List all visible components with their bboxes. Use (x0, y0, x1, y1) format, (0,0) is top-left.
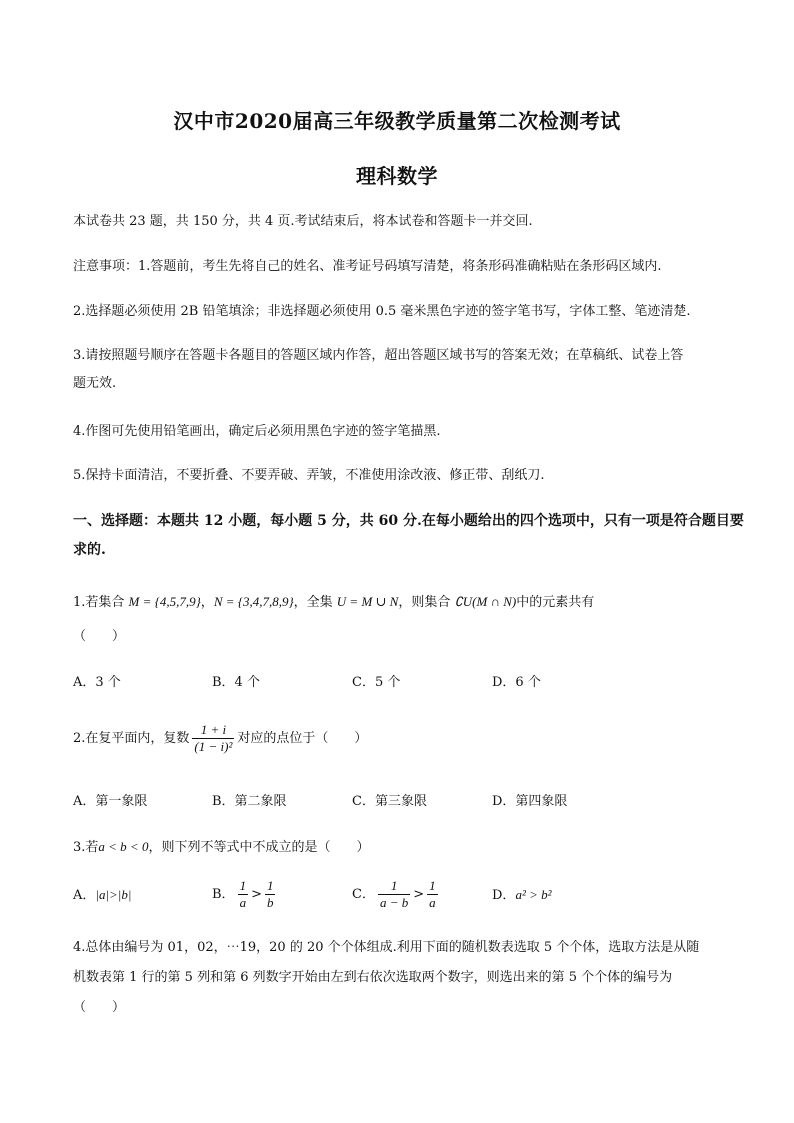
q3-b-frac-1 (238, 878, 249, 911)
q3-suffix: ，则下列不等式中不成立的是（ ） (148, 840, 370, 855)
q3-c-den-1: a − b (379, 895, 409, 910)
q3-c-frac-1 (378, 878, 410, 911)
q2-fraction (192, 722, 234, 755)
q3-option-d-expr: a² > b² (515, 887, 552, 902)
q1-option-d: D．6 个 (492, 675, 541, 690)
q3-b-gt: > (251, 887, 262, 902)
q3-condition: a < b < 0 (98, 839, 149, 854)
intro-line: 本试卷共 23 题，共 150 分，共 4 页.考试结束后，将本试卷和答题卡一并交回. (73, 214, 533, 229)
q3-c-gt: > (413, 887, 425, 902)
q2-option-b: B．第二象限 (212, 794, 287, 809)
q1-set-n: N = {3,4,7,8,9} (213, 594, 294, 609)
q1-set-m: M = {4,5,7,9} (128, 594, 201, 609)
q2-frac-den: (1 − i)² (194, 739, 233, 754)
q3-b-num-1: 1 (239, 878, 247, 893)
q3-b-frac-2 (265, 878, 276, 911)
q1-prefix: 1.若集合 (73, 595, 129, 610)
q3-c-frac-2 (427, 878, 438, 911)
q3-b-den-2: b (266, 895, 274, 910)
notice-1: 注意事项：1.答题前，考生先将自己的姓名、准考证号码填写清楚，将条形码准确粘贴在条形码区域内. (73, 259, 662, 274)
q3-option-c (352, 875, 441, 915)
notice-4: 4.作图可先使用铅笔画出，确定后必须用黑色字迹的签字笔描黑. (73, 424, 441, 439)
q3-prefix: 3.若 (73, 840, 99, 855)
notice-3b: 题无效. (73, 376, 117, 391)
q1-set-u: U = M ∪ N (336, 594, 399, 609)
q3-c-num-1: 1 (390, 878, 398, 893)
q1-paren: （ ） (73, 629, 126, 644)
q3-option-b (212, 875, 278, 915)
q1-sep: ， (200, 595, 214, 610)
exam-title: 汉中市2020届高三年级教学质量第二次检测考试 (173, 109, 621, 133)
q3-b-den-1: a (239, 895, 247, 910)
question-4-line-3: （ ） (73, 1000, 126, 1015)
q2-option-a: A．第一象限 (73, 794, 148, 809)
q1-mid2: ，则集合 (398, 595, 455, 610)
q1-option-b: B．4 个 (212, 675, 260, 690)
section-heading-a: 一、选择题：本题共 12 小题，每小题 5 分，共 60 分.在每小题给出的四个选项中，只有一项是符合题目要 (73, 513, 744, 529)
q3-option-a-label: A． (73, 888, 96, 903)
question-1-stem (73, 592, 723, 613)
q3-b-num-2: 1 (266, 878, 274, 893)
q3-option-d (492, 875, 552, 916)
question-3-stem (73, 837, 723, 858)
q2-frac-num: 1 + i (200, 722, 227, 737)
q2-option-d: D．第四象限 (492, 794, 568, 809)
q2-suffix: 对应的点位于（ ） (237, 731, 368, 746)
q3-option-a (73, 875, 131, 916)
q2-option-c: C．第三象限 (352, 794, 427, 809)
q3-option-c-label: C． (352, 887, 375, 902)
q1-option-a: A．3 个 (73, 675, 121, 690)
q1-option-c: C．5 个 (352, 675, 401, 690)
exam-subtitle: 理科数学 (356, 164, 438, 188)
q3-c-num-2: 1 (429, 878, 436, 893)
q3-option-b-label: B． (212, 887, 235, 902)
notice-2: 2.选择题必须使用 2B 铅笔填涂；非选择题必须使用 0.5 毫米黑色字迹的签字笔书写，字体工整、笔迹清楚. (73, 304, 691, 319)
q1-suffix: 中的元素共有 (516, 595, 595, 610)
q3-c-den-2: a (429, 895, 436, 910)
section-heading-b: 求的. (73, 542, 106, 558)
q3-option-d-label: D． (492, 888, 516, 903)
question-4-line-2: 机数表第 1 行的第 5 列和第 6 列数字开始由左到右依次选取两个数字，则选出来的第 5 个个体的编号为 (73, 970, 673, 985)
q1-mid: ，全集 (293, 595, 337, 610)
q2-prefix: 2.在复平面内，复数 (73, 731, 190, 746)
q3-option-a-expr: |a|>|b| (95, 887, 132, 902)
notice-3a: 3.请按照题号顺序在答题卡各题目的答题区域内作答，超出答题区域书写的答案无效；在草稿纸、试卷上答 (73, 348, 684, 363)
q1-expr: ∁U(M ∩ N) (454, 594, 517, 609)
notice-5: 5.保持卡面清洁，不要折叠、不要弄破、弄皱，不准使用涂改液、修正带、刮纸刀. (73, 468, 545, 483)
question-4-line-1: 4.总体由编号为 01，02，⋯19，20 的 20 个个体组成.利用下面的随机数表选取 5 个个体，选取方法是从随 (73, 940, 700, 955)
question-2-stem (73, 720, 723, 758)
